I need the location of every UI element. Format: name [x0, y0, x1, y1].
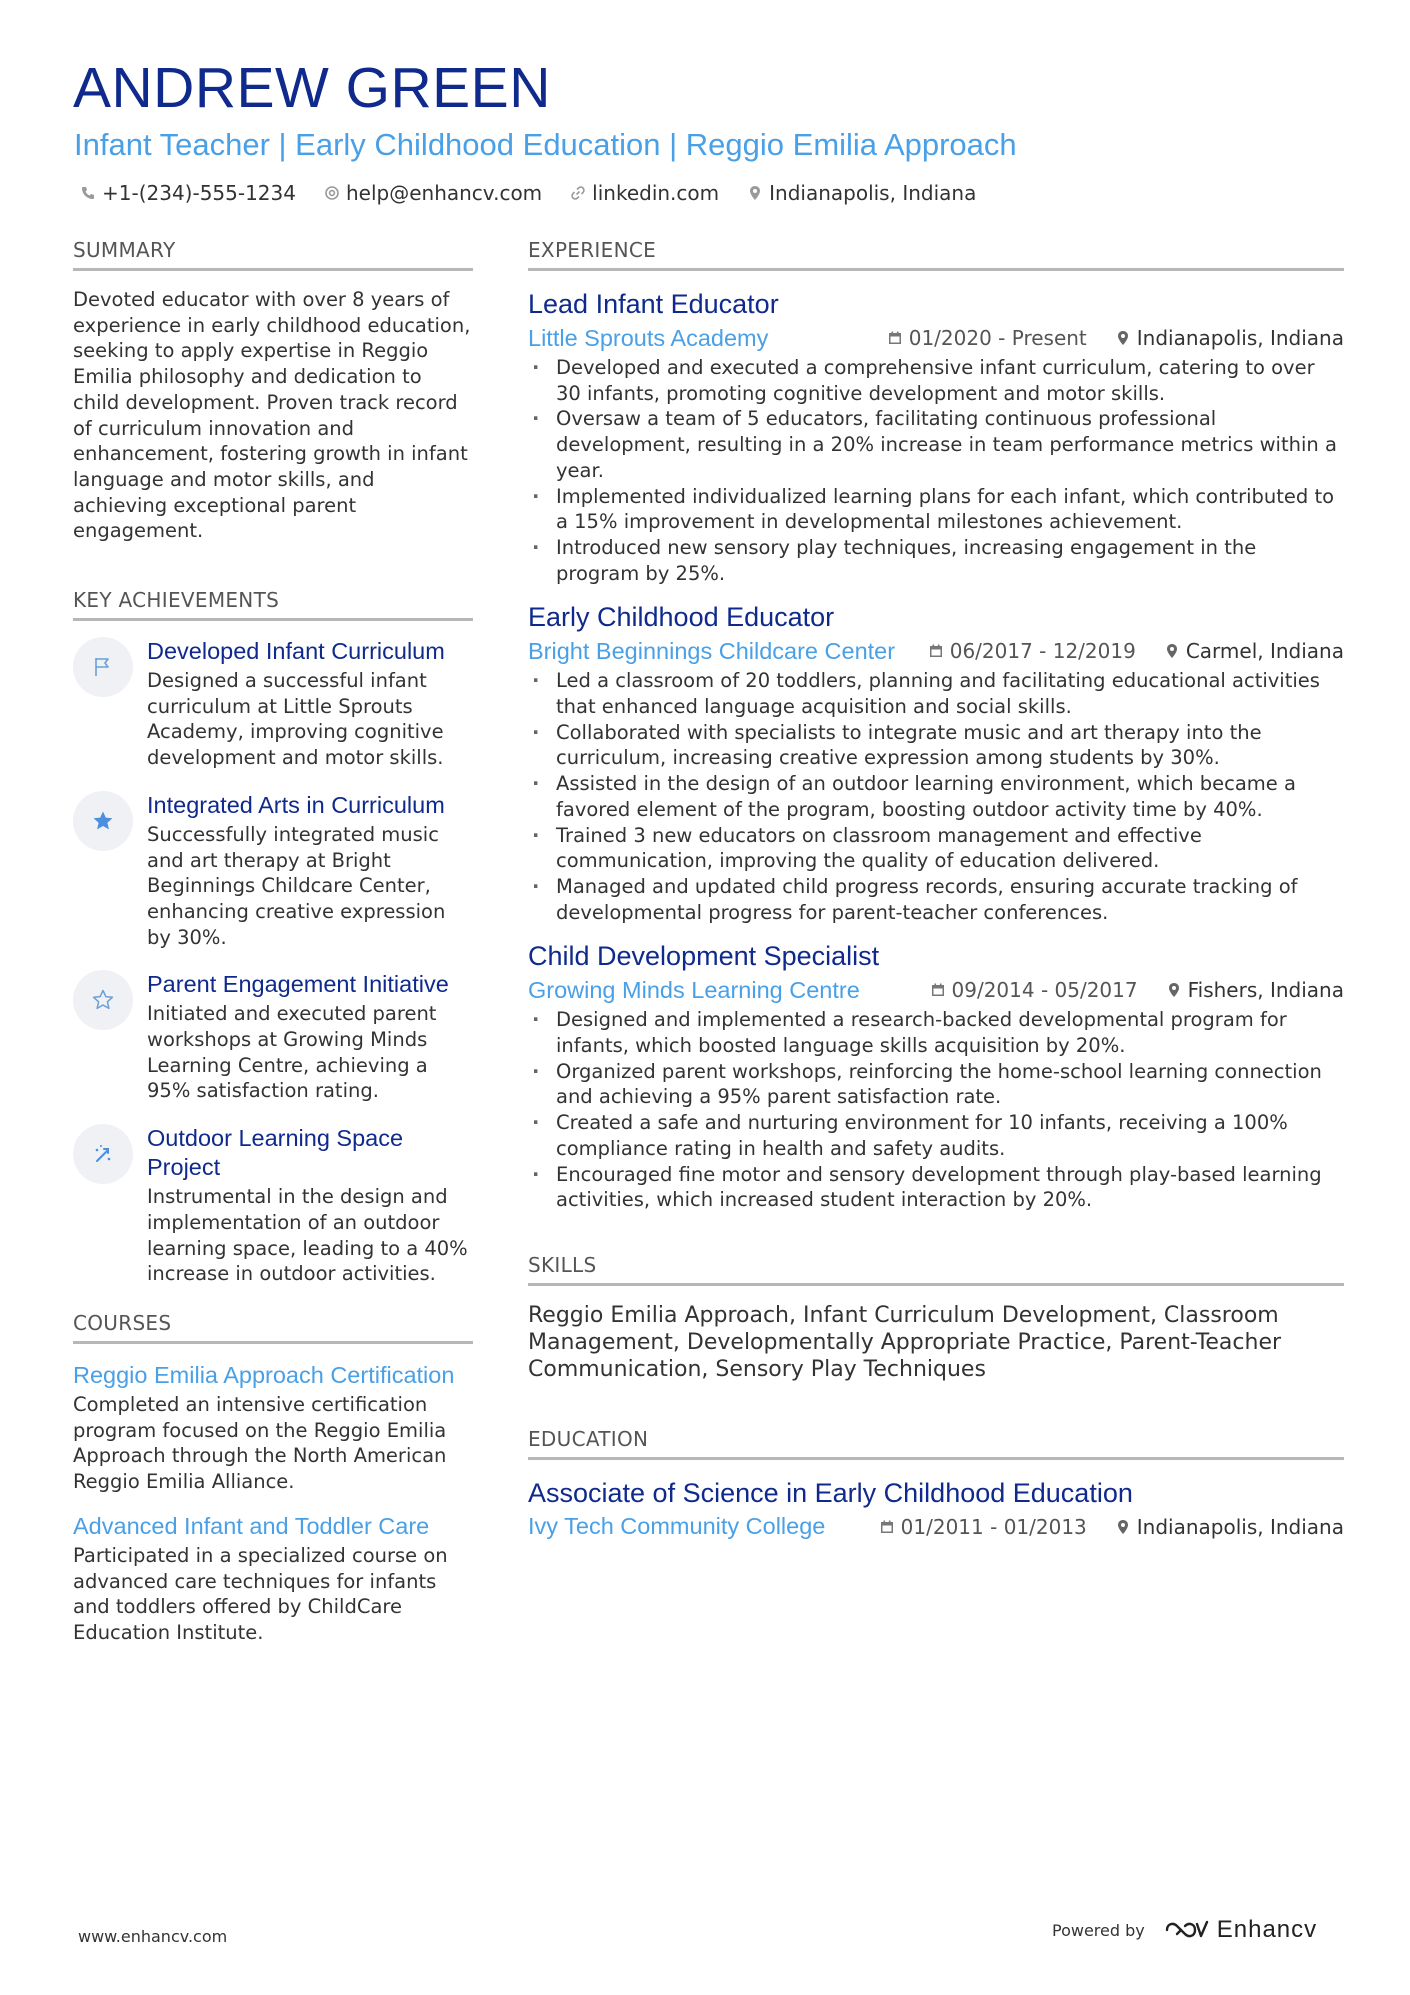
achievement-icon-wrap	[73, 970, 133, 1030]
achievement-text: Instrumental in the design and implementation of an outdoor learning space, leading to a 40% increase in outdoor activities.	[147, 1185, 468, 1286]
contact-link[interactable]	[570, 181, 719, 205]
experience-section	[528, 238, 1344, 1213]
flag-icon	[91, 655, 115, 679]
calendar-icon	[879, 1519, 895, 1535]
job-title: Child Development Specialist	[528, 941, 880, 972]
section-title: EDUCATION	[528, 1427, 1344, 1460]
course-text: Completed an intensive certification program focused on the Reggio Emilia Approach through the North American Reggio Emilia Alliance.	[73, 1392, 447, 1494]
map-pin-icon	[1115, 330, 1131, 346]
school-name: Ivy Tech Community College	[528, 1513, 826, 1540]
job-bullet: · Developed and executed a comprehensive infant curriculum, catering to over 30 infants, promoting cognitive development and motor skills.	[528, 355, 1344, 406]
section-title: KEY ACHIEVEMENTS	[73, 588, 473, 621]
contact-bar	[80, 178, 976, 208]
achievement-item	[73, 970, 473, 1104]
achievement-icon-wrap	[73, 791, 133, 851]
job-entry	[528, 600, 1344, 925]
footer-website[interactable]: www.enhancv.com	[78, 1927, 228, 1946]
job-location: Fishers, Indiana	[1187, 978, 1344, 1003]
brand-name: Enhancv	[1216, 1916, 1318, 1943]
job-entry	[528, 939, 1344, 1213]
contact-phone[interactable]	[80, 181, 296, 205]
job-location: Indianapolis, Indiana	[1136, 326, 1344, 350]
star-outline-icon	[91, 988, 115, 1012]
footer-branding	[1052, 1916, 1317, 1944]
achievement-item	[73, 791, 473, 951]
courses-section	[73, 1311, 473, 1646]
star-filled-icon	[91, 809, 115, 833]
job-bullet: · Assisted in the design of an outdoor learning environment, which became a favored element of the program, boosting outdoor activity time by 40%.	[528, 771, 1344, 822]
job-bullet: · Led a classroom of 20 toddlers, planning and facilitating educational activities that enhanced language acquisition and social skills.	[528, 668, 1344, 719]
skills-text: Reggio Emilia Approach, Infant Curriculum Development, Classroom Management, Developmentally Appropriate Practice, Parent-Teacher Communication, Sensory Play Techniques	[528, 1302, 1282, 1382]
enhancv-logo-icon	[1163, 1918, 1209, 1942]
map-pin-icon	[1164, 643, 1180, 659]
summary-section	[73, 238, 473, 544]
achievement-icon-wrap	[73, 637, 133, 697]
at-icon	[324, 185, 340, 201]
job-location: Carmel, Indiana	[1185, 639, 1344, 664]
education-section	[528, 1427, 1344, 1544]
skills-section	[528, 1253, 1344, 1383]
course-item	[73, 1360, 473, 1495]
education-location: Indianapolis, Indiana	[1136, 1514, 1344, 1539]
phone-text: +1-(234)-555-1234	[102, 181, 296, 205]
company-name: Bright Beginnings Childcare Center	[528, 637, 896, 664]
calendar-icon	[887, 330, 903, 346]
map-pin-icon	[1166, 982, 1182, 998]
job-bullet: · Oversaw a team of 5 educators, facilitating continuous professional development, resulting in a 20% increase in team performance metrics within a year.	[528, 406, 1344, 483]
job-dates: 09/2014 - 05/2017	[951, 978, 1138, 1003]
powered-by-label: Powered by	[1052, 1920, 1145, 1940]
location-text: Indianapolis, Indiana	[769, 181, 977, 205]
achievement-title: Parent Engagement Initiative	[147, 971, 449, 998]
calendar-icon	[930, 982, 946, 998]
calendar-icon	[928, 643, 944, 659]
right-column	[528, 238, 1344, 1544]
course-title: Reggio Emilia Approach Certification	[73, 1361, 455, 1388]
job-dates: 06/2017 - 12/2019	[949, 639, 1136, 664]
job-bullet: · Organized parent workshops, reinforcing the home-school learning connection and achieving a 95% parent satisfaction rate.	[528, 1059, 1344, 1110]
job-bullet: · Designed and implemented a research-backed developmental program for infants, which boosted language skills acquisition by 20%.	[528, 1007, 1344, 1058]
course-text: Participated in a specialized course on advanced care techniques for infants and toddlers offered by ChildCare Education Institute.	[73, 1543, 448, 1644]
map-pin-icon	[747, 185, 763, 201]
contact-email[interactable]	[324, 181, 542, 205]
achievement-text: Successfully integrated music and art therapy at Bright Beginnings Childcare Center, enhancing creative expression by 30%.	[147, 822, 446, 949]
candidate-name: ANDREW GREEN	[73, 56, 551, 120]
job-bullet: · Collaborated with specialists to integrate music and art therapy into the curriculum, increasing creative expression among students by 30%.	[528, 720, 1344, 771]
job-bullet: · Created a safe and nurturing environment for 10 infants, receiving a 100% compliance rating in health and safety audits.	[528, 1110, 1344, 1161]
achievement-text: Initiated and executed parent workshops at Growing Minds Learning Centre, achieving a 95% satisfaction rating.	[147, 1002, 437, 1103]
company-name: Growing Minds Learning Centre	[528, 976, 860, 1003]
summary-text: Devoted educator with over 8 years of experience in early childhood education, seeking to apply expertise in Reggio Emilia philosophy and dedication to child development. Proven track record of curriculum innovation and enhancement, fostering growth in infant language and motor skills, and achieving exceptional parent engagement.	[73, 288, 471, 543]
achievement-icon-wrap	[73, 1124, 133, 1184]
job-title: Early Childhood Educator	[528, 602, 835, 633]
company-name: Little Sprouts Academy	[528, 324, 769, 351]
degree-title: Associate of Science in Early Childhood Education	[528, 1477, 1133, 1508]
achievement-item	[73, 637, 473, 771]
enhancv-logo[interactable]	[1163, 1916, 1317, 1944]
job-entry	[528, 287, 1344, 586]
link-text: linkedin.com	[592, 181, 720, 205]
section-title: COURSES	[73, 1311, 473, 1344]
job-dates: 01/2020 - Present	[908, 326, 1087, 350]
job-bullets	[528, 668, 1344, 925]
job-bullets	[528, 1007, 1344, 1213]
job-bullets	[528, 355, 1344, 586]
achievement-title: Outdoor Learning Space Project	[147, 1125, 404, 1181]
course-item	[73, 1511, 473, 1646]
job-bullet: · Introduced new sensory play techniques, increasing engagement in the program by 25%.	[528, 535, 1344, 586]
achievements-section	[73, 588, 473, 1287]
candidate-headline: Infant Teacher | Early Childhood Education | Reggio Emilia Approach	[74, 127, 1017, 162]
job-bullet: · Managed and updated child progress records, ensuring accurate tracking of developmental progress for parent-teacher conferences.	[528, 874, 1344, 925]
section-title: SKILLS	[528, 1253, 1344, 1286]
job-bullet: · Encouraged fine motor and sensory development through play-based learning activities, which increased student interaction by 20%.	[528, 1162, 1344, 1213]
email-text: help@enhancv.com	[345, 181, 543, 205]
job-bullet: · Implemented individualized learning plans for each infant, which contributed to a 15% improvement in developmental milestones achievement.	[528, 484, 1344, 535]
education-dates: 01/2011 - 01/2013	[900, 1514, 1087, 1539]
achievement-item	[73, 1124, 473, 1287]
section-title: SUMMARY	[73, 238, 473, 271]
contact-location	[747, 181, 976, 205]
left-column	[73, 238, 473, 1662]
job-title: Lead Infant Educator	[528, 289, 779, 319]
achievement-text: Designed a successful infant curriculum at Little Sprouts Academy, improving cognitive development and motor skills.	[147, 669, 444, 770]
map-pin-icon	[1115, 1519, 1131, 1535]
phone-icon	[80, 185, 96, 201]
achievement-title: Integrated Arts in Curriculum	[147, 791, 445, 818]
wand-icon	[91, 1142, 115, 1166]
link-icon	[570, 185, 586, 201]
section-title: EXPERIENCE	[528, 238, 1344, 271]
achievement-title: Developed Infant Curriculum	[147, 638, 445, 665]
job-bullet: · Trained 3 new educators on classroom management and effective communication, improving the quality of education delivered.	[528, 823, 1344, 874]
course-title: Advanced Infant and Toddler Care	[73, 1512, 430, 1539]
